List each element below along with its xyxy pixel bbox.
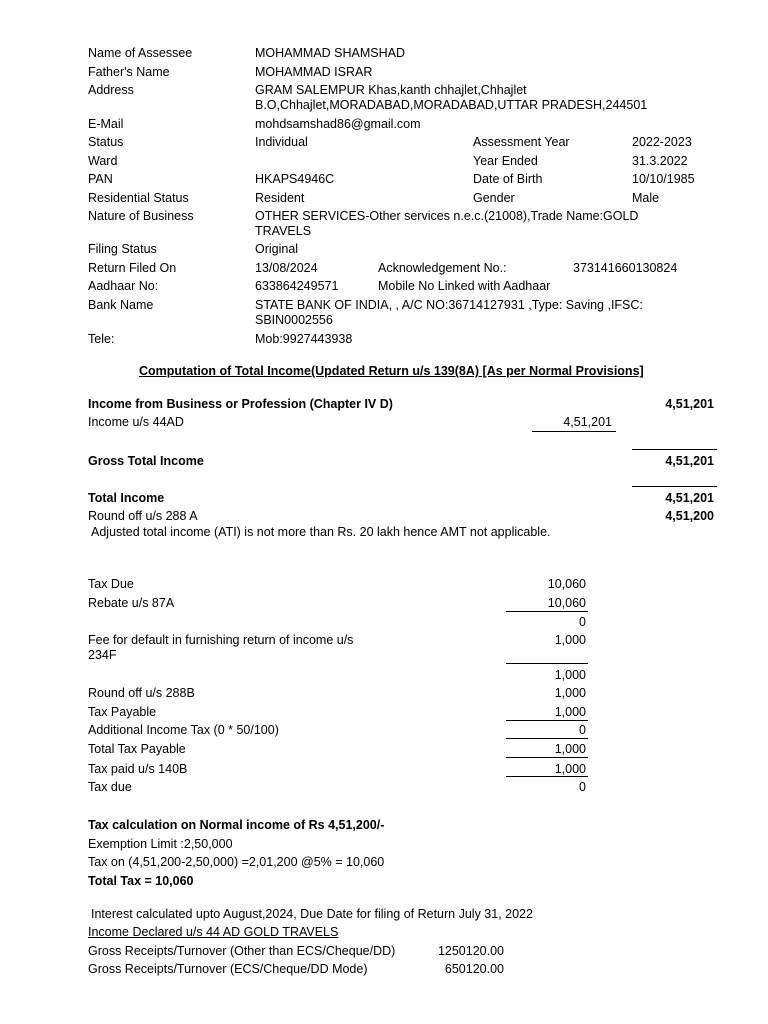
email-label: E-Mail xyxy=(88,117,124,131)
calc-heading: Tax calculation on Normal income of Rs 4,51,200/- xyxy=(88,818,385,832)
name-value: MOHAMMAD SHAMSHAD xyxy=(255,46,406,60)
ward-label: Ward xyxy=(88,154,118,168)
gross-receipts-other-value: 1250120.00 xyxy=(437,944,504,958)
gender-value: Male xyxy=(632,191,660,205)
filing-status-value: Original xyxy=(255,242,299,256)
business-income-value: 4,51,201 xyxy=(665,397,714,411)
divider xyxy=(632,486,717,487)
final-tax-due-value: 0 xyxy=(579,780,586,794)
pan-label: PAN xyxy=(88,172,113,186)
fee-label-line-2: 234F xyxy=(88,648,117,662)
bank-line-2: SBIN0002556 xyxy=(255,313,333,327)
status-value: Individual xyxy=(255,135,308,149)
father-label: Father's Name xyxy=(88,65,170,79)
divider xyxy=(632,449,717,450)
round-off-288a-value: 4,51,200 xyxy=(665,509,714,523)
nature-of-business-line-2: TRAVELS xyxy=(255,224,312,238)
nature-of-business-label: Nature of Business xyxy=(88,209,194,223)
round-off-288a-label: Round off u/s 288 A xyxy=(88,509,198,523)
gross-total-income-label: Gross Total Income xyxy=(88,454,204,468)
tax-paid-value: 1,000 xyxy=(554,762,586,776)
gross-receipts-ecs-value: 650120.00 xyxy=(444,962,504,976)
exemption-limit: Exemption Limit :2,50,000 xyxy=(88,837,233,851)
divider xyxy=(506,776,588,777)
aadhaar-value: 633864249571 xyxy=(255,279,339,293)
divider xyxy=(532,431,616,432)
tele-value: Mob:9927443938 xyxy=(255,332,353,346)
ati-note: Adjusted total income (ATI) is not more than Rs. 20 lakh hence AMT not applicable. xyxy=(91,525,551,539)
business-income-label: Income from Business or Profession (Chapter IV D) xyxy=(88,397,393,411)
divider xyxy=(506,738,588,739)
round-off-288b-value: 1,000 xyxy=(554,686,586,700)
tax-on-calc: Tax on (4,51,200-2,50,000) =2,01,200 @5% = 10,060 xyxy=(88,855,385,869)
page-title: Computation of Total Income(Updated Return u/s 139(8A) [As per Normal Provisions] xyxy=(139,364,644,378)
rebate-value: 10,060 xyxy=(547,596,586,610)
subtotal-value: 1,000 xyxy=(554,668,586,682)
bank-line-1: STATE BANK OF INDIA, , A/C NO:36714127931 ,Type: Saving ,IFSC: xyxy=(255,298,643,312)
tele-label: Tele: xyxy=(88,332,115,346)
total-tax: Total Tax = 10,060 xyxy=(88,874,194,888)
divider xyxy=(506,720,588,721)
interest-note: Interest calculated upto August,2024, Due Date for filing of Return July 31, 2022 xyxy=(91,907,533,921)
bank-label: Bank Name xyxy=(88,298,154,312)
income-declared-heading: Income Declared u/s 44 AD GOLD TRAVELS xyxy=(88,925,339,939)
income-44ad-label: Income u/s 44AD xyxy=(88,415,184,429)
tax-due-label: Tax Due xyxy=(88,577,134,591)
total-income-label: Total Income xyxy=(88,491,165,505)
gross-total-income-value: 4,51,201 xyxy=(665,454,714,468)
filing-status-label: Filing Status xyxy=(88,242,157,256)
divider xyxy=(506,611,588,612)
assessment-year-label: Assessment Year xyxy=(473,135,570,149)
gross-receipts-ecs-label: Gross Receipts/Turnover (ECS/Cheque/DD Mode) xyxy=(88,962,368,976)
residential-status-label: Residential Status xyxy=(88,191,189,205)
mobile-linked-note: Mobile No Linked with Aadhaar xyxy=(378,279,551,293)
divider xyxy=(506,663,588,664)
divider xyxy=(506,757,588,758)
tax-due-value: 10,060 xyxy=(547,577,586,591)
tax-paid-label: Tax paid u/s 140B xyxy=(88,762,188,776)
gross-receipts-other-label: Gross Receipts/Turnover (Other than ECS/Cheque/DD) xyxy=(88,944,396,958)
income-44ad-value: 4,51,201 xyxy=(563,415,612,429)
acknowledgement-label: Acknowledgement No.: xyxy=(378,261,507,275)
year-ended-label: Year Ended xyxy=(473,154,538,168)
name-label: Name of Assessee xyxy=(88,46,193,60)
fee-label-line-1: Fee for default in furnishing return of income u/s xyxy=(88,633,354,647)
return-filed-label: Return Filed On xyxy=(88,261,177,275)
dob-label: Date of Birth xyxy=(473,172,543,186)
address-line-2: B.O,Chhajlet,MORADABAD,MORADABAD,UTTAR PRADESH,244501 xyxy=(255,98,648,112)
tax-payable-value: 1,000 xyxy=(554,705,586,719)
return-filed-value: 13/08/2024 xyxy=(255,261,318,275)
total-tax-payable-label: Total Tax Payable xyxy=(88,742,186,756)
total-tax-payable-value: 1,000 xyxy=(554,742,586,756)
final-tax-due-label: Tax due xyxy=(88,780,132,794)
total-income-value: 4,51,201 xyxy=(665,491,714,505)
residential-status-value: Resident xyxy=(255,191,305,205)
tax-payable-label: Tax Payable xyxy=(88,705,157,719)
address-line-1: GRAM SALEMPUR Khas,kanth chhajlet,Chhajlet xyxy=(255,83,527,97)
round-off-288b-label: Round off u/s 288B xyxy=(88,686,195,700)
assessment-year-value: 2022-2023 xyxy=(632,135,692,149)
email-value: mohdsamshad86@gmail.com xyxy=(255,117,421,131)
rebate-label: Rebate u/s 87A xyxy=(88,596,175,610)
pan-value: HKAPS4946C xyxy=(255,172,335,186)
year-ended-value: 31.3.2022 xyxy=(632,154,688,168)
father-value: MOHAMMAD ISRAR xyxy=(255,65,373,79)
additional-tax-value: 0 xyxy=(579,723,586,737)
status-label: Status xyxy=(88,135,124,149)
fee-value: 1,000 xyxy=(554,633,586,647)
gender-label: Gender xyxy=(473,191,515,205)
acknowledgement-value: 373141660130824 xyxy=(573,261,678,275)
dob-value: 10/10/1985 xyxy=(632,172,695,186)
nature-of-business-line-1: OTHER SERVICES-Other services n.e.c.(21008),Trade Name:GOLD xyxy=(255,209,639,223)
address-label: Address xyxy=(88,83,134,97)
additional-tax-label: Additional Income Tax (0 * 50/100) xyxy=(88,723,279,737)
aadhaar-label: Aadhaar No: xyxy=(88,279,159,293)
net-tax-value: 0 xyxy=(579,615,586,629)
